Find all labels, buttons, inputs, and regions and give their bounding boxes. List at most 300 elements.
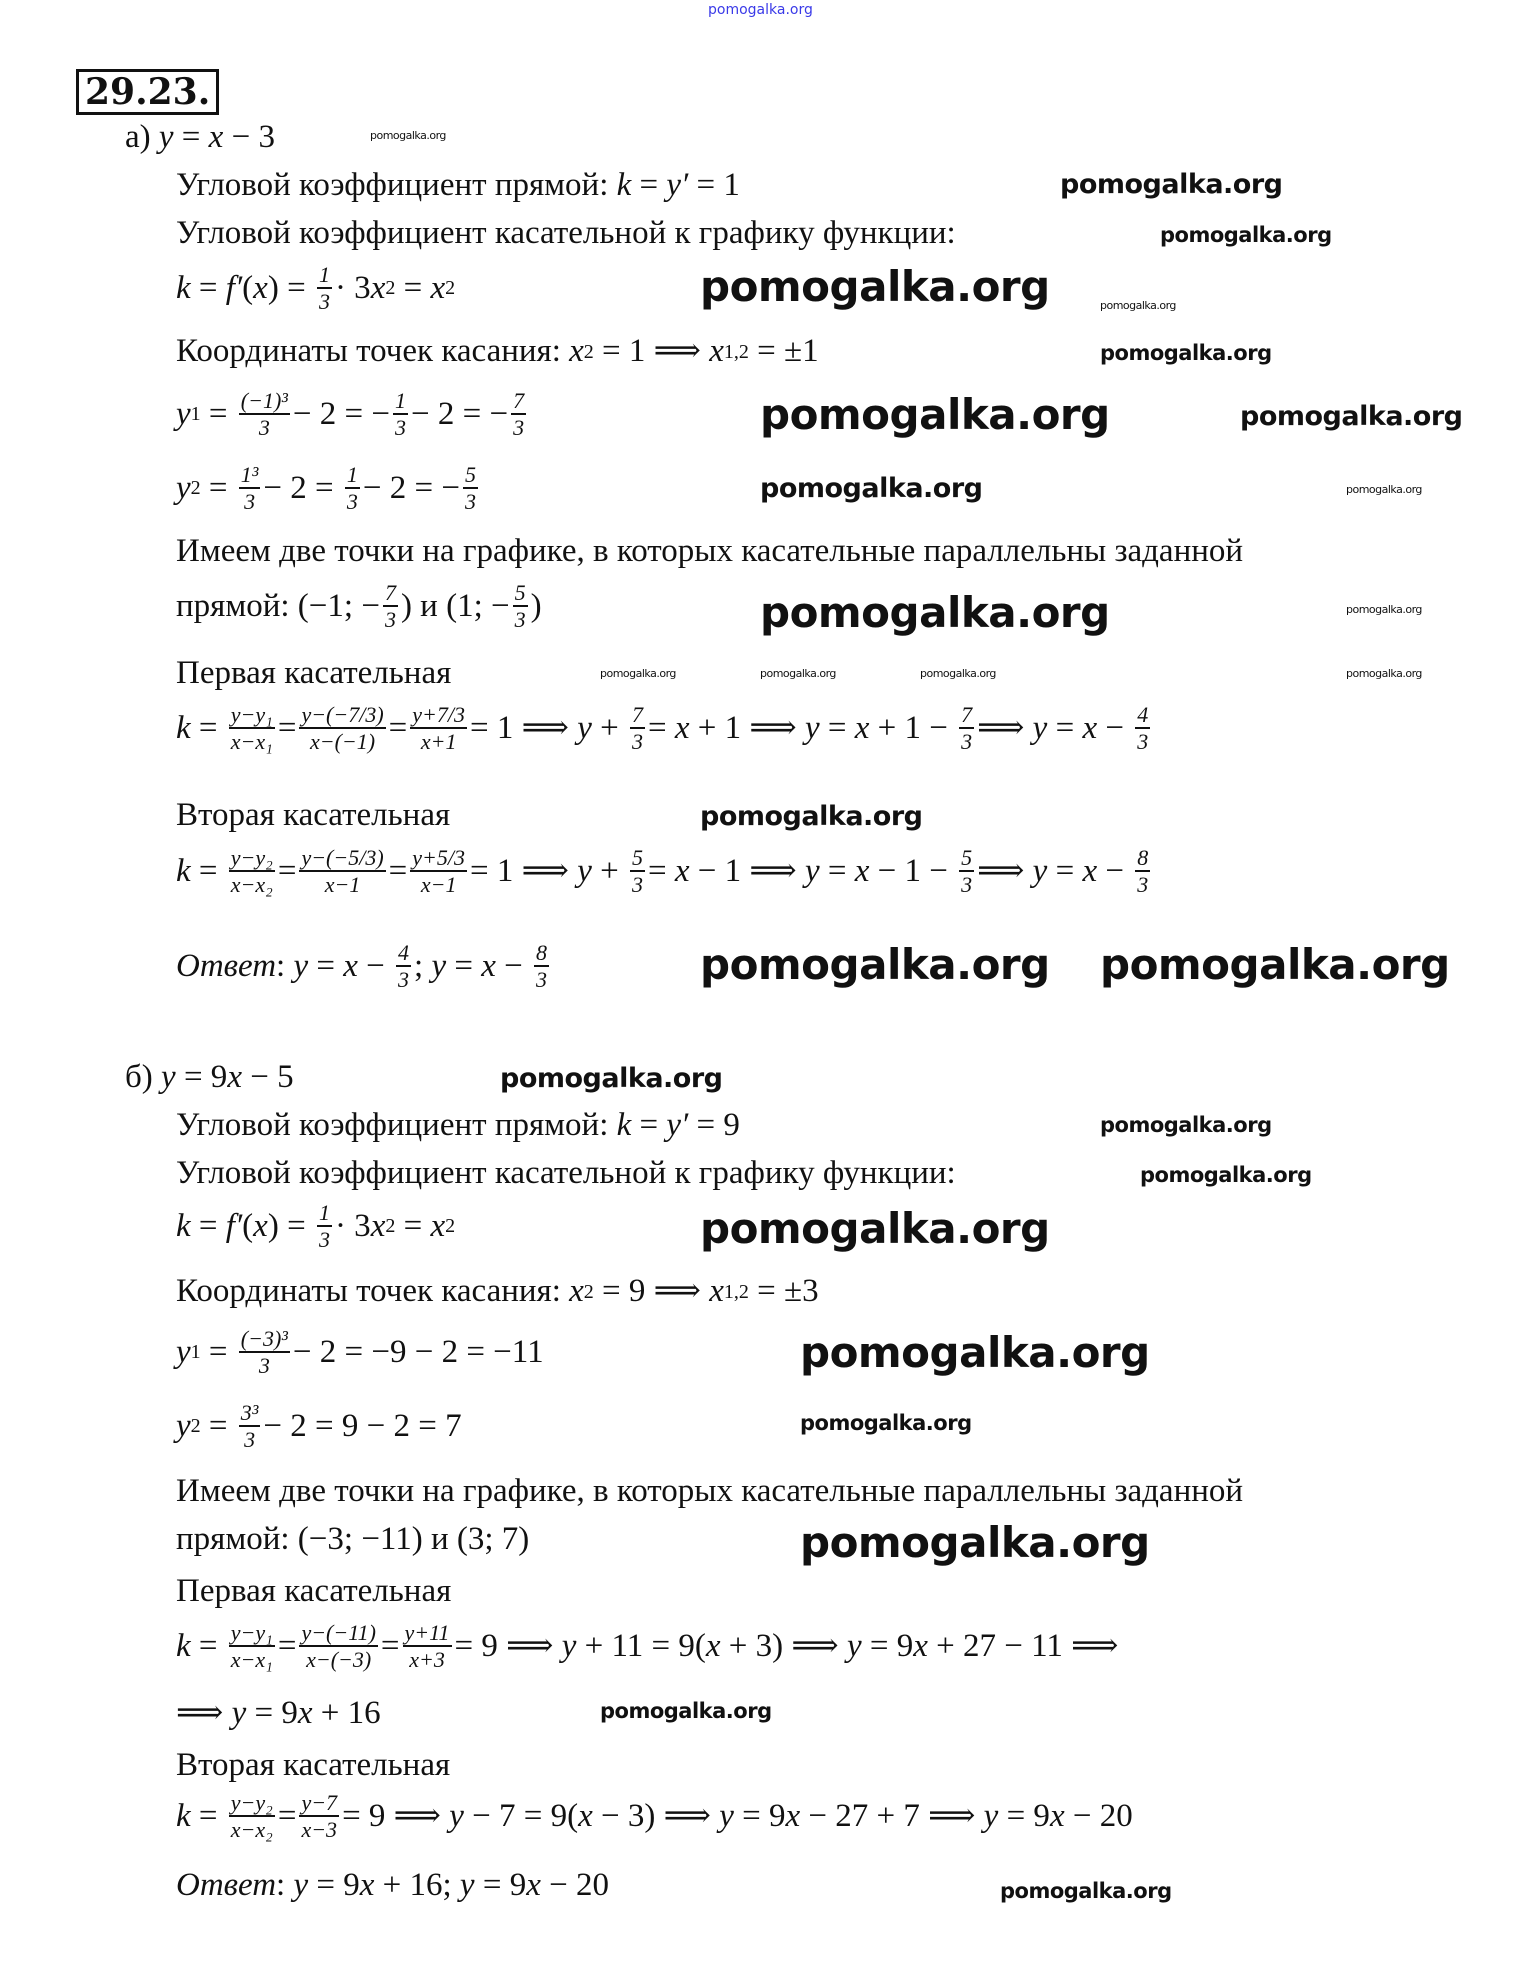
math-variable: x [370, 269, 386, 306]
text-segment: ; [414, 947, 432, 984]
text-segment: = [631, 167, 667, 203]
second-tangent-a [176, 845, 1153, 898]
math-variable: Ответ [176, 1867, 277, 1903]
fraction-denominator: x−x₁ [230, 1647, 273, 1673]
first-tangent-heading-b [176, 1572, 451, 1612]
math-variable: x [370, 1207, 386, 1244]
text-segment: − 7 = 9( [463, 1797, 579, 1834]
text-segment: Первая касательная [176, 1573, 452, 1609]
text-segment: · 3 [334, 1207, 371, 1244]
text-segment: + 3) ⟹ [720, 1627, 847, 1664]
watermark: pomogalka.org [1346, 603, 1422, 616]
text-segment: + 1 ⟹ [689, 709, 805, 746]
watermark: pomogalka.org [760, 588, 1110, 637]
fraction-denominator: 3 [394, 415, 406, 441]
math-variable: x [430, 269, 446, 306]
text-segment: = 9 ⟹ [342, 1797, 450, 1834]
problem-number: 29.23. [76, 69, 219, 115]
math-variable: y [459, 1867, 475, 1903]
fraction-denominator: x−x₁ [230, 729, 273, 755]
text-segment: б) [125, 1059, 162, 1095]
tangent-points-a: Координаты точек касания: x 2 = 1 ⟹ x 1,2 = ±1 [176, 332, 819, 372]
fraction-denominator: 3 [514, 607, 526, 633]
math-variable: x [1082, 709, 1098, 746]
math-variable: y [846, 1627, 862, 1664]
fraction [959, 845, 974, 898]
fraction [317, 262, 332, 315]
math-variable: y [231, 1695, 247, 1731]
fraction-denominator: 3 [318, 289, 330, 315]
text-segment: = [200, 1333, 236, 1370]
math-variable: x [569, 333, 584, 369]
fraction-numerator: y−(−11) [299, 1620, 377, 1647]
text-segment: − 3 [223, 119, 275, 155]
text-segment: ) = [267, 269, 314, 306]
text-segment: = 9 [175, 1059, 228, 1095]
fraction-numerator: y+11 [403, 1620, 452, 1647]
text-segment: + [591, 852, 627, 889]
text-segment: = [1047, 852, 1083, 889]
text-segment: = [647, 852, 675, 889]
text-segment: = [190, 1797, 226, 1834]
text-segment: · 3 [334, 269, 371, 306]
math-variable: x [253, 269, 268, 306]
fraction [511, 388, 526, 441]
fraction [630, 845, 645, 898]
text-segment: + 11 = 9( [576, 1627, 706, 1664]
math-variable: y [449, 1797, 464, 1834]
fraction [463, 462, 478, 515]
fraction-denominator: 3 [961, 729, 973, 755]
text-segment: − 1 − [869, 852, 957, 889]
text-segment: + 1 − [869, 709, 957, 746]
derivative-b: k = f′ ( x ) = $\frac{1}{3}$ · 3 x 2 = x 2 [176, 1200, 456, 1253]
watermark: pomogalka.org [700, 262, 1050, 311]
text-segment: = [395, 269, 431, 306]
fraction-numerator: y−y₂ [229, 845, 275, 872]
text-segment: Координаты точек касания: [176, 333, 570, 369]
fraction [239, 462, 261, 515]
fraction-numerator: 5 [463, 462, 478, 489]
text-segment: − 2 = −9 − 2 = −11 [292, 1333, 544, 1370]
text-segment: Координаты точек касания: [176, 1273, 570, 1309]
fraction-numerator: 5 [630, 845, 645, 872]
text-segment: = [190, 709, 226, 746]
fraction [239, 388, 290, 441]
text-segment: − [495, 947, 531, 984]
fraction-numerator: y+7/3 [410, 702, 467, 729]
fraction-numerator: (−3)³ [239, 1326, 290, 1353]
math-variable: y [431, 947, 447, 984]
math-variable: x [578, 1797, 593, 1834]
second-tangent-heading-b [176, 1746, 450, 1786]
watermark: pomogalka.org [1160, 223, 1332, 247]
points-text-b [176, 1472, 1243, 1512]
watermark: pomogalka.org [700, 940, 1050, 989]
watermark: pomogalka.org [800, 1411, 972, 1435]
points-text-a [176, 532, 1243, 572]
fraction [534, 940, 549, 993]
math-variable: y [983, 1797, 999, 1834]
fraction-numerator: 1 [393, 388, 408, 415]
text-segment: = [200, 469, 236, 506]
watermark: pomogalka.org [600, 667, 676, 680]
slope-line-a [176, 166, 740, 206]
watermark: pomogalka.org [760, 667, 836, 680]
text-segment: = [277, 709, 297, 746]
text-segment: − [1097, 709, 1133, 746]
math-variable: k [176, 269, 191, 306]
text-segment: ⟹ [977, 709, 1033, 746]
text-segment: ) [530, 587, 542, 624]
fraction-numerator: 7 [959, 702, 974, 729]
text-segment: = 9 [246, 1695, 298, 1731]
fraction-denominator: 3 [258, 415, 270, 441]
text-segment: − 2 = − [410, 395, 509, 432]
second-tangent-heading-a [176, 796, 450, 836]
math-variable: x [253, 1207, 268, 1244]
math-variable: x [674, 709, 690, 746]
text-segment: = 9 ⟹ [593, 1273, 710, 1309]
fraction-denominator: 3 [258, 1353, 270, 1379]
text-segment: = [190, 1627, 226, 1664]
text-segment: Угловой коэффициент прямой: [176, 1107, 617, 1143]
answer-b [176, 1866, 609, 1906]
math-variable: x [709, 1273, 724, 1309]
math-variable: x [343, 947, 358, 984]
tangent-slope-text-a [176, 214, 956, 254]
text-segment: Вторая касательная [176, 1747, 451, 1783]
text-segment: = [819, 852, 855, 889]
math-variable: y [804, 852, 820, 889]
text-segment: Первая касательная [176, 655, 452, 691]
points-a [176, 580, 542, 633]
text-segment: − 2 = − [362, 469, 460, 506]
fraction [513, 580, 528, 633]
fraction-denominator: x−x₂ [230, 872, 273, 898]
fraction-numerator: y−7 [299, 1790, 339, 1817]
watermark: pomogalka.org [1100, 299, 1176, 312]
math-variable: k [176, 709, 191, 746]
math-variable: y′ [666, 167, 689, 203]
watermark: pomogalka.org [1100, 940, 1450, 989]
fraction-numerator: 5 [959, 845, 974, 872]
watermark: pomogalka.org [1346, 667, 1422, 680]
fraction-numerator: 4 [396, 940, 411, 967]
text-segment: = [277, 1627, 297, 1664]
text-segment: = [200, 1407, 236, 1444]
text-segment: = [819, 709, 855, 746]
fraction [239, 1326, 290, 1379]
first-tangent-result-b [176, 1694, 381, 1734]
watermark: pomogalka.org [760, 390, 1110, 439]
y1-a: y 1 = $\frac{\text{(−1)³}}{3}$ − 2 = − $\frac{1}{3}$ − 2 = − $\frac{7}{3}$ [176, 388, 525, 441]
text-segment: Угловой коэффициент прямой: [176, 167, 617, 203]
answer-a [176, 940, 552, 993]
text-segment: = [380, 1627, 400, 1664]
fraction-denominator: 3 [961, 872, 973, 898]
fraction-numerator: y−y₁ [229, 702, 275, 729]
fraction-denominator: 3 [398, 967, 410, 993]
math-variable: x [208, 119, 224, 155]
fraction [1135, 845, 1150, 898]
watermark: pomogalka.org [600, 1699, 772, 1723]
text-segment: = ±1 [748, 333, 819, 369]
math-variable: k [616, 167, 632, 203]
fraction [959, 702, 974, 755]
fraction [396, 940, 411, 993]
fraction-numerator: 1³ [239, 462, 261, 489]
text-segment: = [308, 947, 344, 984]
fraction-denominator: 3 [346, 489, 358, 515]
fraction-denominator: x+1 [420, 729, 457, 755]
fraction-denominator: x−(−3) [306, 1647, 372, 1673]
fraction-denominator: x−1 [324, 872, 361, 898]
text-segment: = [277, 1797, 297, 1834]
text-segment: − 27 + 7 ⟹ [800, 1797, 984, 1834]
text-segment: = [200, 395, 236, 432]
text-segment: − 2 = − [292, 395, 390, 432]
fraction-denominator: 3 [631, 729, 643, 755]
fraction-numerator: y+5/3 [410, 845, 467, 872]
math-variable: y [293, 1867, 309, 1903]
fraction [229, 845, 275, 898]
text-segment: = 1 ⟹ [470, 852, 578, 889]
fraction-denominator: 3 [384, 607, 396, 633]
second-tangent-b [176, 1790, 1133, 1843]
math-variable: y [293, 947, 309, 984]
text-segment: = 1 ⟹ [470, 709, 578, 746]
math-variable: k [176, 852, 191, 889]
text-segment: − 20 [540, 1867, 609, 1903]
y2-b: y 2 = $\frac{\text{3³}}{3}$ − 2 = 9 − 2 = 7 [176, 1400, 462, 1453]
math-variable: x [481, 947, 496, 984]
math-variable: y [577, 709, 592, 746]
text-segment: + 27 − 11 ⟹ [927, 1627, 1119, 1664]
tangent-slope-text-b [176, 1154, 956, 1194]
text-segment: = 1 ⟹ [593, 333, 710, 369]
watermark: pomogalka.org [1100, 1113, 1272, 1137]
fraction-denominator: 3 [631, 872, 643, 898]
text-segment: Имеем две точки на графике, в которых касательные параллельны заданной [176, 1473, 1244, 1509]
fraction-numerator: y−y₁ [229, 1620, 275, 1647]
first-tangent-heading-a [176, 654, 451, 694]
math-variable: y [804, 709, 820, 746]
fraction-numerator: (−1)³ [239, 388, 290, 415]
fraction [383, 580, 398, 633]
fraction-numerator: 4 [1135, 702, 1150, 729]
math-variable: x [913, 1627, 928, 1664]
fraction-numerator: 1 [317, 262, 332, 289]
text-segment: Вторая касательная [176, 797, 451, 833]
text-segment: = 9 [733, 1797, 786, 1834]
fraction-denominator: 3 [244, 1427, 256, 1453]
text-segment: = [190, 852, 226, 889]
text-segment: = [395, 1207, 431, 1244]
fraction-numerator: 1 [345, 462, 360, 489]
math-variable: y [176, 469, 191, 506]
y1-b: y 1 = $\frac{\text{(−3)³}}{3}$ − 2 = −9 − 2 = −11 [176, 1326, 544, 1379]
fraction-denominator: 3 [244, 489, 256, 515]
watermark: pomogalka.org [1100, 341, 1272, 365]
fraction-denominator: 3 [536, 967, 547, 993]
watermark: pomogalka.org [370, 129, 446, 142]
math-variable: y [158, 119, 174, 155]
text-segment: = [190, 1207, 226, 1244]
first-tangent-b [176, 1620, 1118, 1673]
text-segment: прямой: (−1; − [176, 587, 380, 624]
text-segment: − 5 [241, 1059, 294, 1095]
text-segment: Угловой коэффициент касательной к графику функции: [176, 215, 956, 251]
text-segment: − 2 = 9 − 2 = 7 [263, 1407, 462, 1444]
fraction [299, 1620, 377, 1673]
text-segment: ⟹ [977, 852, 1033, 889]
text-segment: = [1047, 709, 1083, 746]
text-segment: − [1097, 852, 1133, 889]
text-segment: − 20 [1064, 1797, 1133, 1834]
fraction-denominator: 3 [464, 489, 476, 515]
math-variable: x [297, 1695, 313, 1731]
fraction-denominator: 3 [318, 1227, 330, 1253]
text-segment: + 16; [374, 1867, 460, 1903]
text-segment: − [357, 947, 394, 984]
text-segment: ) = [267, 1207, 314, 1244]
math-variable: y′ [666, 1107, 689, 1143]
fraction [299, 702, 385, 755]
math-variable: k [176, 1797, 191, 1834]
text-segment: ⟹ [176, 1695, 232, 1731]
fraction-numerator: y−(−5/3) [299, 845, 385, 872]
fraction-denominator: x−(−1) [310, 729, 376, 755]
math-variable: x [1049, 1797, 1065, 1834]
text-segment: а) [125, 119, 159, 155]
watermark: pomogalka.org [920, 667, 996, 680]
fraction-denominator: x−1 [420, 872, 457, 898]
text-segment: = [190, 269, 226, 306]
math-variable: x [854, 852, 870, 889]
text-segment: ( [242, 1207, 254, 1244]
part-b-function [125, 1058, 294, 1098]
fraction-numerator: 5 [513, 580, 528, 607]
math-variable: y [176, 1333, 191, 1370]
math-variable: x [854, 709, 870, 746]
points-b [176, 1520, 529, 1560]
math-variable: x [430, 1207, 446, 1244]
fraction-numerator: y−(−7/3) [299, 702, 385, 729]
fraction [403, 1620, 452, 1673]
fraction-denominator: 3 [513, 415, 525, 441]
math-variable: x [359, 1867, 375, 1903]
fraction [393, 388, 408, 441]
math-variable: k [616, 1107, 632, 1143]
text-segment: = 1 [688, 167, 740, 203]
math-variable: y [1032, 709, 1048, 746]
fraction [299, 845, 385, 898]
text-segment: = [388, 852, 408, 889]
watermark: pomogalka.org [1060, 169, 1283, 200]
math-variable: y [176, 1407, 191, 1444]
fraction-denominator: x+3 [409, 1647, 445, 1673]
fraction-numerator: 3³ [239, 1400, 261, 1427]
fraction-numerator: 7 [511, 388, 526, 415]
text-segment: = 9 [474, 1867, 527, 1903]
text-segment: = 9 [688, 1107, 740, 1143]
text-segment: прямой: (−3; −11) и (3; 7) [176, 1521, 530, 1557]
text-segment: − 3) ⟹ [592, 1797, 720, 1834]
text-segment: + [591, 709, 627, 746]
text-segment: ) и (1; − [400, 587, 510, 624]
header-site-link[interactable]: pomogalka.org [708, 2, 813, 18]
fraction-numerator: 8 [1135, 845, 1150, 872]
watermark: pomogalka.org [500, 1063, 723, 1094]
text-segment: = [631, 1107, 667, 1143]
math-variable: x [569, 1273, 584, 1309]
math-variable: k [176, 1627, 191, 1664]
text-segment: = 9 [308, 1867, 360, 1903]
text-segment: : [276, 1867, 294, 1903]
math-variable: y [561, 1627, 577, 1664]
tangent-points-b: Координаты точек касания: x 2 = 9 ⟹ x 1,2 = ±3 [176, 1272, 819, 1312]
math-variable: k [176, 1207, 191, 1244]
math-variable: f′ [225, 269, 243, 306]
fraction-denominator: 3 [1137, 729, 1149, 755]
math-variable: f′ [225, 1207, 243, 1244]
watermark: pomogalka.org [800, 1328, 1150, 1377]
fraction [410, 845, 467, 898]
math-variable: x [526, 1867, 541, 1903]
derivative-a: k = f′ ( x ) = $\frac{1}{3}$ · 3 x 2 = x 2 [176, 262, 456, 315]
text-segment: − 1 ⟹ [689, 852, 805, 889]
math-variable: y [577, 852, 592, 889]
text-segment: = 9 ⟹ [454, 1627, 562, 1664]
text-segment: ( [242, 269, 254, 306]
text-segment: + 16 [312, 1695, 381, 1731]
part-a-function [125, 118, 275, 158]
fraction [299, 1790, 339, 1843]
fraction-numerator: 7 [630, 702, 645, 729]
text-segment: Угловой коэффициент касательной к графику функции: [176, 1155, 956, 1191]
watermark: pomogalka.org [800, 1518, 1150, 1567]
watermark: pomogalka.org [1240, 401, 1463, 432]
fraction [317, 1200, 332, 1253]
text-segment: = ±3 [748, 1273, 819, 1309]
math-variable: x [705, 1627, 721, 1664]
text-segment: = [388, 709, 408, 746]
fraction [239, 1400, 261, 1453]
math-variable: x [674, 852, 690, 889]
text-segment: = [277, 852, 297, 889]
watermark: pomogalka.org [700, 1204, 1050, 1253]
text-segment: = [647, 709, 675, 746]
fraction-denominator: x−x₂ [230, 1817, 273, 1843]
fraction [1135, 702, 1150, 755]
fraction [630, 702, 645, 755]
slope-line-b [176, 1106, 740, 1146]
math-variable: y [1032, 852, 1048, 889]
text-segment: − 2 = [263, 469, 342, 506]
fraction [229, 1790, 275, 1843]
text-segment: = 9 [998, 1797, 1050, 1834]
fraction-numerator: 1 [317, 1200, 332, 1227]
watermark: pomogalka.org [1346, 483, 1422, 496]
fraction [229, 1620, 275, 1673]
fraction-denominator: x−3 [301, 1817, 338, 1843]
watermark: pomogalka.org [1000, 1879, 1172, 1903]
math-variable: x [1082, 852, 1098, 889]
text-segment: = [446, 947, 482, 984]
watermark: pomogalka.org [700, 801, 923, 832]
text-segment: : [276, 947, 294, 984]
